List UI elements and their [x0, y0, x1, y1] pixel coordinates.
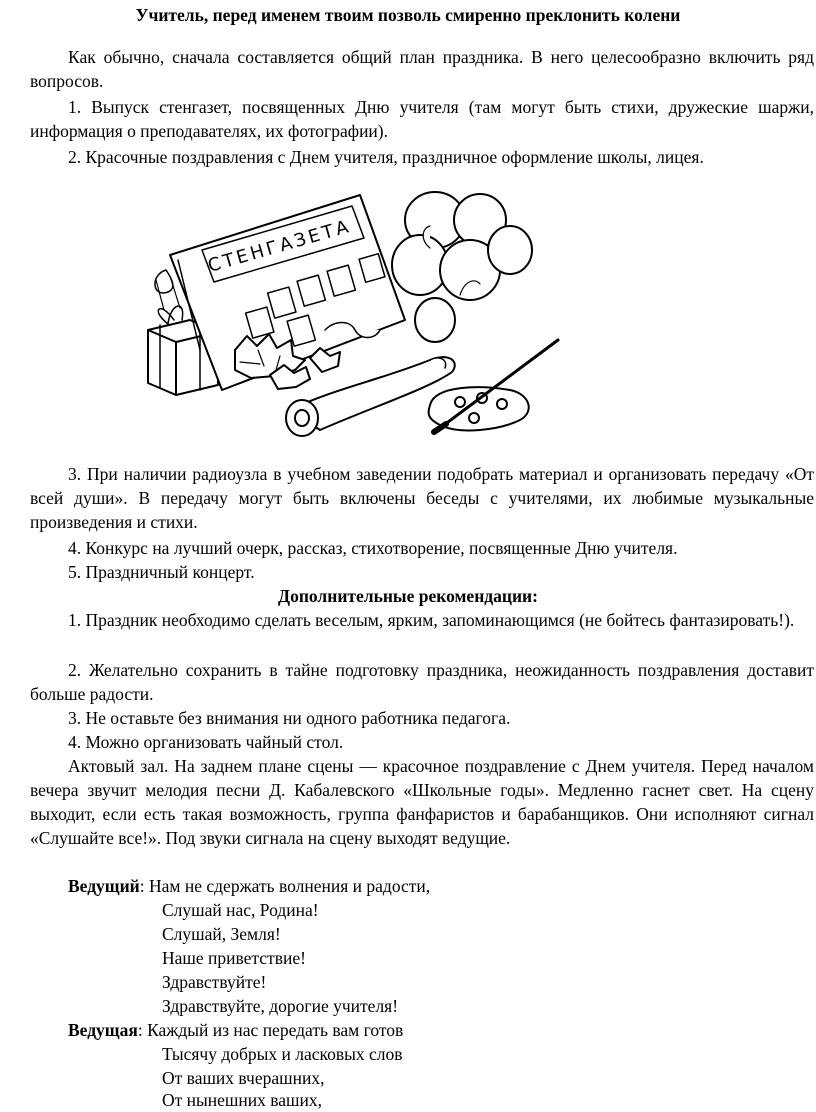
plan-item-1: 1. Выпуск стенгазет, посвященных Дню учителя (там могут быть стихи, дружеские шаржи, информация о преподавателях, их фотографии). — [30, 97, 814, 141]
recommendation-3: 3. Не оставьте без внимания ни одного работника педагога. — [68, 708, 511, 728]
speaker-1-line: Здравствуйте, дорогие учителя! — [162, 996, 399, 1016]
speaker-2-first-line: Ведущая: Каждый из нас передать вам готов — [68, 1020, 404, 1040]
banner-text: СТЕНГАЗЕТА — [205, 215, 354, 277]
plan-item-2: 2. Красочные поздравления с Днем учителя, праздничное оформление школы, лицея. — [68, 147, 704, 167]
wall-newspaper-illustration — [130, 180, 570, 452]
page-title: Учитель, перед именем твоим позволь смиренно преклонить колени — [135, 5, 681, 25]
speaker-2-line: От нынешних ваших, — [162, 1090, 323, 1110]
speaker-2-line: Каждый из нас передать вам готов — [147, 1020, 404, 1040]
speaker-1-line: Нам не сдержать волнения и радости, — [149, 876, 431, 896]
recommendation-4: 4. Можно организовать чайный стол. — [68, 732, 344, 752]
plan-item-5: 5. Праздничный концерт. — [68, 562, 255, 582]
rolled-scroll-icon — [286, 357, 455, 436]
speaker-2-line: Тысячу добрых и ласковых слов — [162, 1044, 403, 1064]
speaker-1-first-line: Ведущий: Нам не сдержать волнения и радости, — [68, 876, 431, 896]
scene-description: Актовый зал. На заднем плане сцены — красочное поздравление с Днем учителя. Перед началом вечера звучит мелодия песни Д. Кабалевского «Школьные годы». Медленно гаснет свет. На сцену выходит, если есть такая возможность, группа фанфаристов и барабанщиков. Они исполняют сигнал «Слушайте все!». Под звуки сигнала на сцену выходят ведущие. — [30, 756, 814, 848]
balloons-icon — [392, 192, 532, 342]
speaker-1-line: Слушай, Земля! — [162, 924, 281, 944]
plan-item-3: 3. При наличии радиоузла в учебном заведении подобрать материал и организовать передачу «От всей души». В передачу могут быть включены беседы с учителями, их любимые музыкальные произведения и стихи. — [30, 464, 814, 532]
speaker-1-name: Ведущий — [68, 876, 140, 896]
speaker-2-line: От ваших вчерашних, — [162, 1068, 325, 1088]
intro-paragraph: Как обычно, сначала составляется общий план праздника. В него целесообразно включить ряд вопросов. — [30, 47, 814, 91]
plan-item-4: 4. Конкурс на лучший очерк, рассказ, стихотворение, посвященные Дню учителя. — [68, 538, 678, 558]
speaker-2-name: Ведущая — [68, 1020, 138, 1040]
speaker-1-line: Здравствуйте! — [162, 972, 267, 992]
speaker-1-line: Слушай нас, Родина! — [162, 900, 319, 920]
recommendation-1: 1. Праздник необходимо сделать веселым, ярким, запоминающимся (не бойтесь фантазировать!). — [68, 610, 795, 630]
palette-brush-icon — [429, 340, 558, 432]
recommendations-heading: Дополнительные рекомендации: — [278, 586, 538, 606]
speaker-1-line: Наше приветствие! — [162, 948, 306, 968]
recommendation-2: 2. Желательно сохранить в тайне подготовку праздника, неожиданность поздравления доставит больше радости. — [30, 660, 814, 704]
